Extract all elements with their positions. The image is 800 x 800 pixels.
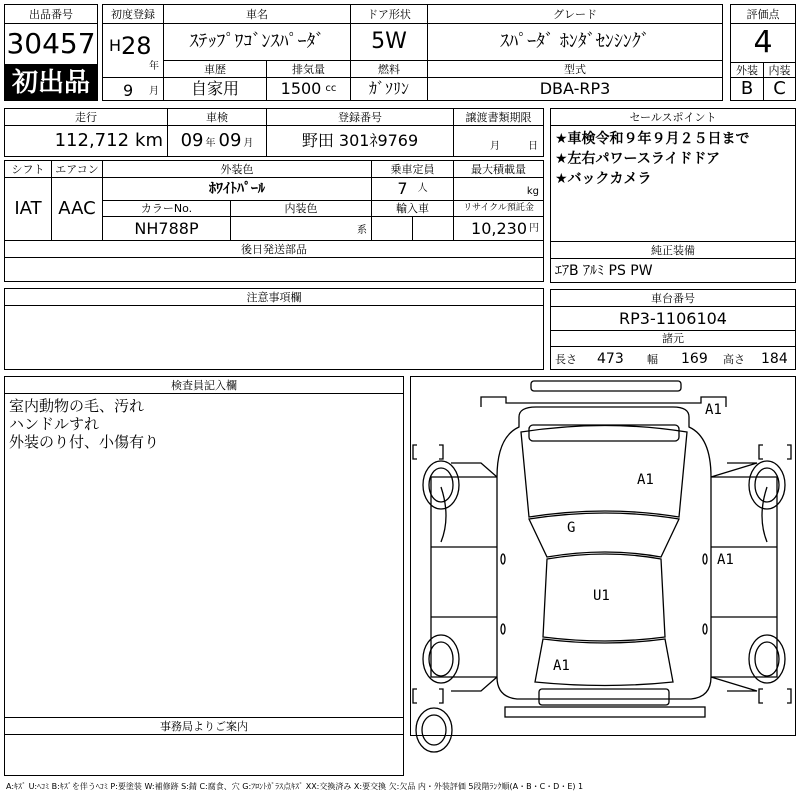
office-box [4,734,404,776]
height-value: 184 [761,351,788,367]
inspector-box [4,393,404,718]
score-value: 4 [730,23,796,63]
fuel-label: 燃料 [350,60,428,78]
color-number: NH788P [102,216,231,241]
damage-left-side: A1 [717,552,734,568]
import-cell-right [412,216,454,241]
recycle-unit: 円 [529,222,539,234]
exterior-score-label: 外装 [730,62,764,78]
damage-rear: A1 [553,658,570,674]
mileage-cell [4,125,168,157]
exterior-score: B [730,77,764,101]
inspection-year-unit: 年 [205,138,216,149]
damage-hood: A1 [637,472,654,488]
load-label: 最大積載量 [453,160,544,178]
legend-text: A:ｷｽﾞ U:ﾍｺﾐ B:ｷｽﾞを伴うﾍｺﾐ P:要塗装 W:補修跡 S:錆 C:腐食、穴 G:ﾌﾛﾝﾄｶﾞﾗｽ点ｷｽﾞ XX:交換済み X:要交換 欠:欠品 内・外装評価 5段階ﾗﾝｸ順(A・B・C・D・E) 1 [6,782,584,791]
mileage-value: 112,712 [54,130,130,151]
fuel-value: ｶﾞｿﾘﾝ [350,77,428,101]
door-label: ドア形状 [350,4,428,24]
sales-point-item: ★車検令和９年９月２５日まで [555,131,750,147]
lot-number: 30457 [4,23,98,65]
dimensions-label: 諸元 [550,330,796,347]
registration-month-cell [102,77,164,101]
inspector-line: 室内動物の毛、汚れ [9,397,145,415]
recycle-value: 10,230 [471,218,527,238]
mileage-unit: km [135,130,163,151]
plate-label: 登録番号 [266,108,454,126]
later-parts-label: 後日発送部品 [4,240,544,258]
equipment-value: ｴｱB ｱﾙﾐ PS PW [550,258,796,283]
office-label: 事務局よりご案内 [4,717,404,735]
spare-tire-icon [412,706,456,754]
length-value: 473 [597,351,624,367]
sales-point-item: ★左右パワースライドドア [555,151,721,167]
interior-score: C [763,77,796,101]
displacement-value: 1500 [280,79,322,98]
width-label: 幅 [647,353,658,366]
history-value: 自家用 [163,77,267,101]
transfer-month-unit: 月 [490,141,500,152]
lot-number-label: 出品番号 [4,4,98,24]
registration-era: H [109,36,122,55]
score-label: 評価点 [730,4,796,24]
displacement-cell [266,77,351,101]
registration-year-unit: 年 [149,61,159,72]
registration-month: 9 [123,81,134,100]
inspection-cell [167,125,267,157]
transfer-cell [453,125,544,157]
grade-value: ｽﾊﾟｰﾀﾞ ﾎﾝﾀﾞｾﾝｼﾝｸﾞ [427,23,723,61]
notes-box [4,305,544,370]
shift-value: IAT [4,177,52,241]
inspector-label: 検査員記入欄 [4,376,404,394]
capacity-unit: 人 [417,183,428,194]
notes-label: 注意事項欄 [4,288,544,306]
registration-month-unit: 月 [149,86,159,97]
height-label: 高さ [723,353,745,366]
damage-windshield: G [567,520,576,536]
import-label: 輸入車 [371,200,454,217]
inspector-line: 外装のり付、小傷有り [9,433,160,451]
damage-diagram [410,376,796,736]
width-value: 169 [681,351,708,367]
exterior-color: ﾎﾜｲﾄﾊﾟｰﾙ [102,177,372,201]
inspection-month: 09 [218,130,242,151]
recycle-cell [453,216,544,241]
aircon-label: エアコン [51,160,103,178]
sales-point-item: ★バックカメラ [555,171,652,187]
dimensions-row [550,346,796,370]
capacity-cell [371,177,454,201]
shift-label: シフト [4,160,52,178]
transfer-day-unit: 日 [528,141,538,152]
inspector-line: ハンドルすれ [9,415,100,433]
length-label: 長さ [555,353,577,366]
interior-color-unit: 系 [230,216,372,241]
car-name-label: 車名 [163,4,351,24]
interior-score-label: 内装 [763,62,796,78]
model-value: DBA-RP3 [427,77,723,101]
damage-roof: U1 [593,588,610,604]
registration-year-cell [102,23,164,78]
exterior-color-label: 外装色 [102,160,372,178]
transfer-label: 譲渡書類期限 [453,108,544,126]
later-parts-box [4,257,544,282]
sales-points-box [550,125,796,242]
grade-label: グレード [427,4,723,24]
plate-value: 野田 301ﾈ9769 [266,125,454,157]
import-cell-left [371,216,413,241]
recycle-label: リサイクル預託金 [453,200,544,217]
inspection-month-unit: 月 [243,138,254,149]
displacement-label: 排気量 [266,60,351,78]
load-unit: kg [453,177,544,201]
damage-front-right: A1 [705,402,722,418]
registration-year: 28 [121,32,152,60]
chassis-label: 車台番号 [550,289,796,307]
inspection-year: 09 [180,130,204,151]
aircon-value: AAC [51,177,103,241]
history-label: 車歴 [163,60,267,78]
car-name: ｽﾃｯﾌﾟﾜｺﾞﾝｽﾊﾟｰﾀﾞ [163,23,351,61]
displacement-unit: cc [325,83,337,94]
inspection-label: 車検 [167,108,267,126]
mileage-label: 走行 [4,108,168,126]
chassis-number: RP3-1106104 [550,306,796,331]
capacity-value: 7 [397,179,408,198]
equipment-label: 純正装備 [550,241,796,259]
model-label: 型式 [427,60,723,78]
color-number-label: カラーNo. [102,200,231,217]
door-type: 5W [350,23,428,61]
first-listing-badge: 初出品 [4,64,98,101]
car-outline [411,377,795,735]
interior-color-label: 内装色 [230,200,372,217]
capacity-label: 乗車定員 [371,160,454,178]
registration-label: 初度登録 [102,4,164,24]
sales-points-label: セールスポイント [550,108,796,126]
